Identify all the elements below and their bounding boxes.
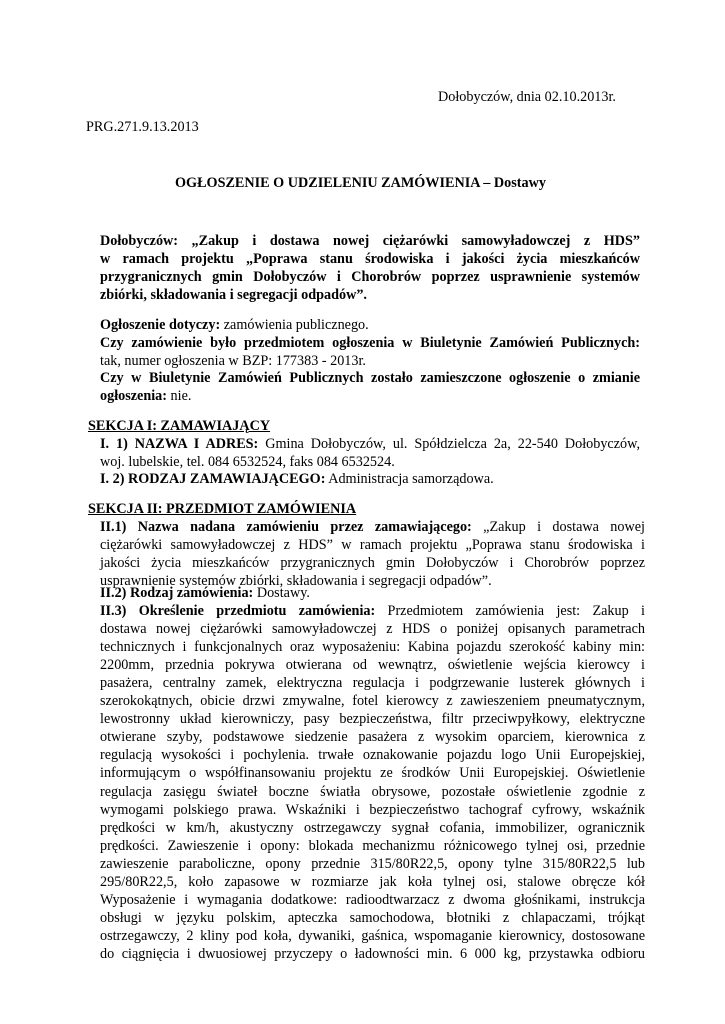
i1-label: I. 1) NAZWA I ADRES: [100, 436, 259, 452]
ii1-line: jakości życia mieszkańców przygranicznych gmin Dołobyczów i Chorobrów poprzez [100, 555, 645, 571]
ii3-line: 295/80R22,5, koło zapasowe w rozmiarze jak koła tylnej osi, stalowe obręcze kół [100, 873, 645, 890]
notice-concerns [100, 317, 369, 333]
ii1-value: „Zakup i dostawa nowej [471, 519, 645, 535]
ii3-line: obsługi w języku polskim, apteczka samochodowa, błotniki z chlapaczami, trójkąt [100, 909, 645, 926]
change-question-label: ogłoszenia: [100, 388, 167, 404]
intro-line: zbiórki, składowania i segregacji odpadów”. [100, 287, 367, 303]
ii3-label: II.3) Określenie przedmiotu zamówienia: [100, 603, 376, 619]
place-date: Dołobyczów, dnia 02.10.2013r. [438, 89, 616, 105]
ii3-line: do ciągnięcia i dwuosiowej przyczepy o ładowności min. 6 000 kg, przystawka odbioru [100, 945, 645, 962]
intro-line: przygranicznych gmin Dołobyczów i Chorobrów poprzez usprawnienie systemów [100, 269, 640, 285]
ii3-line: dostawa nowej ciężarówki samowyładowczej z HDS o poniżej opisanych parametrach [100, 621, 645, 637]
ii1-label: II.1) Nazwa nadana zamówieniu przez zamawiającego: [100, 519, 472, 535]
notice-concerns-value: zamówienia publicznego. [220, 317, 369, 333]
ii3-line: regulacją wysokości i pochylenia. trwałe oznakowanie pojazdu logo Unii Europejskiej, [100, 747, 645, 764]
i2-value: Administracja samorządowa. [325, 471, 494, 487]
i1-value: Gmina Dołobyczów, ul. Spółdzielcza 2a, 22-540 Dołobyczów, [258, 436, 640, 452]
i2-line [100, 471, 494, 487]
ii2-line [100, 585, 310, 601]
reference-number: PRG.271.9.13.2013 [86, 119, 199, 135]
ii1-line: usprawnienie systemów zbiórki, składowania i segregacji odpadów”. [100, 573, 492, 589]
ii3-line: zawieszenie paraboliczne, opony przednie 315/80R22,5, opony tylne 315/80R22,5 lub [100, 855, 645, 872]
ii3-line: lewostronny układ kierowniczy, pasy bezpieczeństwa, filtr przeciwpyłkowy, elektryczne [100, 711, 645, 728]
ii3-line: technicznych i funkcjonalnych oraz wyposażeniu: Kabina pojazdu szerokość kabiny min: [100, 639, 645, 655]
section-2-heading: SEKCJA II: PRZEDMIOT ZAMÓWIENIA [88, 501, 357, 517]
ii3-line: prędkości. Zawieszenie i opony: blokada mechanizmu różnicowego tylnej osi, przednie [100, 837, 645, 854]
ii3-line: szerokokątnych, obicie drzwi zmywalne, fotel kierowcy z zawieszeniem pneumatycznym, [100, 693, 645, 710]
i2-label: I. 2) RODZAJ ZAMAWIAJĄCEGO: [100, 471, 326, 487]
ii1-line: ciężarówki samowyładowczej z HDS” w ramach projektu „Poprawa stanu środowiska i [100, 537, 645, 553]
ii2-label: II.2) Rodzaj zamówienia: [100, 585, 254, 601]
change-answer: nie. [167, 388, 192, 404]
change-question-end [100, 388, 191, 404]
ii3-line: wymogami polskiego prawa. Wskaźniki i bezpieczeństwo tachograf cyfrowy, wskaźnik [100, 801, 645, 818]
i1-line-2: woj. lubelskie, tel. 084 6532524, faks 084 6532524. [100, 454, 395, 470]
intro-line: w ramach projektu „Poprawa stanu środowiska i jakości życia mieszkańców [100, 251, 640, 267]
bzp-question: Czy zamówienie było przedmiotem ogłoszenia w Biuletynie Zamówień Publicznych: [100, 335, 640, 351]
document-title: OGŁOSZENIE O UDZIELENIU ZAMÓWIENIA – Dostawy [175, 175, 546, 191]
bzp-answer: tak, numer ogłoszenia w BZP: 177383 - 2013r. [100, 353, 366, 369]
ii2-value: Dostawy. [253, 585, 310, 601]
i1-line [100, 436, 640, 452]
ii3-value: Przedmiotem zamówienia jest: Zakup i [375, 603, 645, 619]
section-1-heading: SEKCJA I: ZAMAWIAJĄCY [88, 418, 271, 434]
intro-line: Dołobyczów: „Zakup i dostawa nowej ciężarówki samowyładowczej z HDS” [100, 233, 640, 249]
ii3-line: 2200mm, przednia pokrywa otwierana od wewnątrz, oświetlenie wejścia kierowcy i [100, 657, 645, 674]
ii3-line: regulacja zasięgu świateł boczne światła obrysowe, pozostałe oświetlenie zgodnie z [100, 783, 645, 800]
ii3-line: Wyposażenie i wymagania dodatkowe: radioodtwarzacz z dwoma głośnikami, instrukcja [100, 891, 645, 908]
ii3-line: prędkości w km/h, akustyczny ostrzegawczy sygnał cofania, immobilizer, ogranicznik [100, 819, 645, 836]
notice-concerns-label: Ogłoszenie dotyczy: [100, 317, 221, 333]
ii1-line [100, 519, 645, 535]
ii3-line: informującym o współfinansowaniu projektu ze środków Unii Europejskiej. Oświetlenie [100, 765, 645, 782]
ii3-line: otwierane szyby, podstawowe siedzenie pasażera z wysokim oparciem, kierownica z [100, 729, 645, 746]
change-question: Czy w Biuletynie Zamówień Publicznych zostało zamieszczone ogłoszenie o zmianie [100, 370, 640, 386]
ii3-line [100, 603, 645, 619]
ii3-line: ostrzegawczy, 2 kliny pod koła, dywaniki, gaśnica, wspomaganie kierownicy, dostosowane [100, 927, 645, 944]
ii3-line: pasażera, centralny zamek, elektryczna regulacja i podgrzewanie lusterek głównych i [100, 675, 645, 692]
